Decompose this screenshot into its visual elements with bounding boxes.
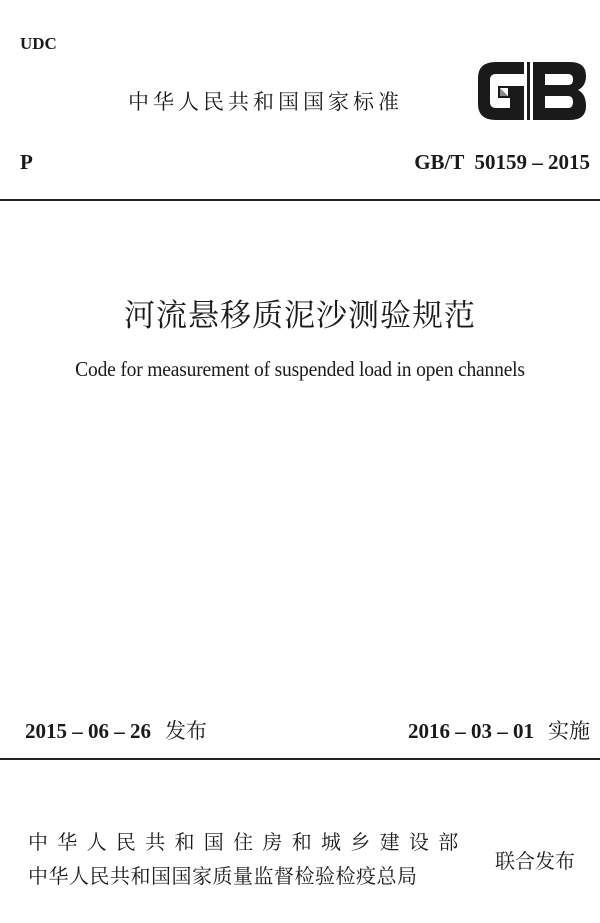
implementation-date-block [408,715,590,745]
bottom-divider [0,758,600,760]
publisher-ministry-housing: 中华人民共和国住房和城乡建设部 [28,830,468,854]
document-title-chinese: 河流悬移质泥沙测验规范 [124,298,476,333]
udc-label: UDC [20,34,57,53]
issue-date-block [25,715,207,745]
implementation-label: 实施 [548,719,590,743]
standard-number: GB/T 50159 – 2015 [414,150,590,174]
gb-logo-icon [474,56,590,126]
issue-label: 发布 [165,719,207,743]
classification-code: P [20,150,33,174]
publisher-aqsiq: 中华人民共和国国家质量监督检验检疫总局 [28,864,418,888]
implementation-date: 2016 – 03 – 01 [408,719,534,743]
joint-publication-label: 联合发布 [495,849,575,873]
standard-type: 中华人民共和国国家标准 [128,90,403,114]
top-divider [0,199,600,201]
document-title-english: Code for measurement of suspended load in open channels [75,357,525,381]
issue-date: 2015 – 06 – 26 [25,719,151,743]
